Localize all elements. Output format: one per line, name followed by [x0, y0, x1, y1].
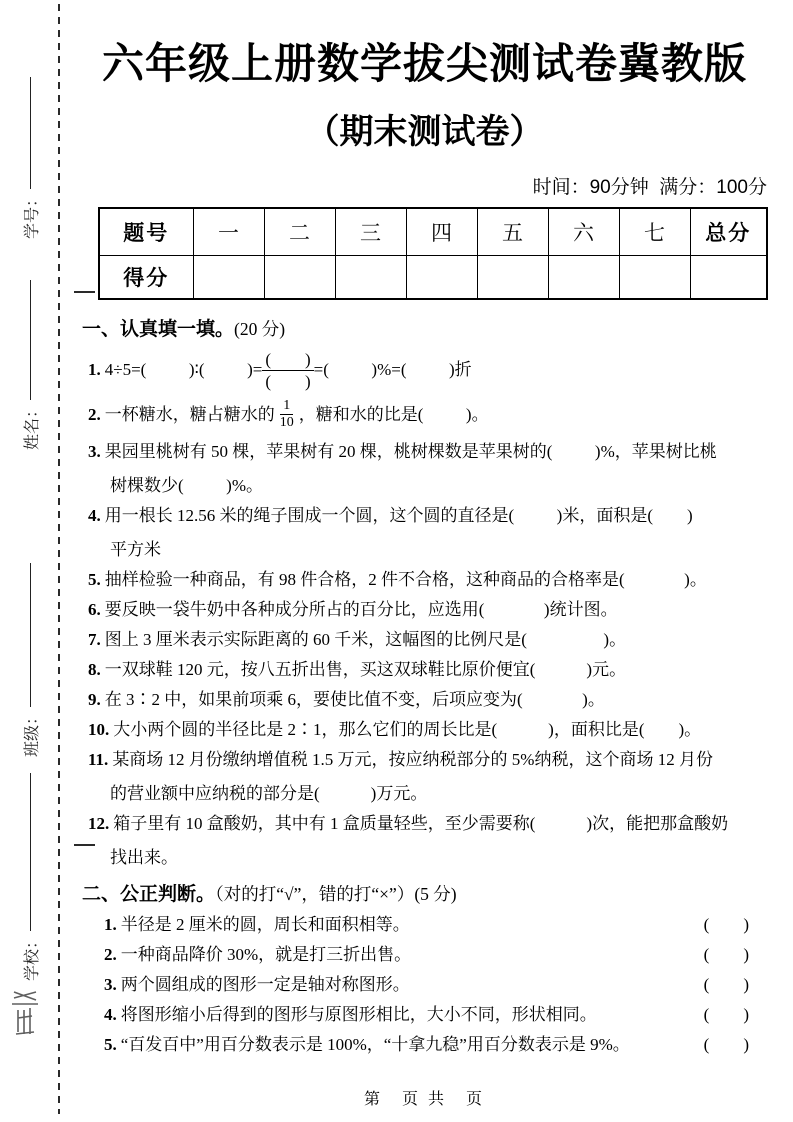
question-text: 一双球鞋 120 元，按八五折出售，买这双球鞋比原价便宜( )元。 [104, 660, 627, 680]
time-score-info: 时间：90分钟 满分：100分 [532, 176, 767, 198]
answer-parentheses: ( ) [703, 975, 749, 995]
judge-question-5 [104, 1030, 767, 1060]
section1-heading [82, 314, 767, 341]
score-table-cell-5: 五 [477, 208, 548, 256]
section1-heading-text: 一、认真填一填。 [82, 318, 235, 340]
question-number: 1. [88, 360, 101, 380]
question-number: 9. [88, 690, 101, 710]
question-text: 平方米 [110, 540, 161, 560]
question-text: =( )%=( )折 [313, 360, 472, 380]
score-table-cell-total: 总分 [690, 208, 767, 256]
spacer [597, 1000, 704, 1030]
page-title: 六年级上册数学拔尖测试卷冀教版 [101, 40, 747, 87]
score-table-cell-tihao: 题号 [99, 208, 193, 256]
score-cell [690, 255, 767, 299]
question-text: 找出来。 [110, 848, 178, 868]
school-blank-line [29, 773, 31, 931]
judge-question-3 [104, 970, 767, 1000]
question-text: 一种商品降价 30%，就是打三折出售。 [120, 945, 412, 965]
question-number: 4. [88, 506, 101, 526]
score-cell [406, 255, 477, 299]
question-number: 12. [88, 814, 110, 834]
score-table-cell-3: 三 [335, 208, 406, 256]
fill-question-6 [88, 595, 767, 625]
question-text: 箱子里有 10 盒酸奶，其中有 1 盒质量轻些，至少需要称( )次，能把那盒酸奶 [113, 814, 729, 834]
student-id-field [17, 76, 43, 240]
question-text: 4÷5=( )∶( )= [104, 360, 263, 380]
score-table-header-row [99, 208, 767, 256]
student-id-label: 学号： [23, 191, 41, 240]
one-tenth-fraction [277, 398, 297, 431]
student-name-label: 姓名： [23, 402, 41, 451]
question-number: 6. [88, 600, 101, 620]
judge-question-2 [104, 940, 767, 970]
section2-points: (5 分) [414, 884, 457, 905]
fill-question-3 [88, 437, 767, 467]
question-text: 要反映一袋牛奶中各种成分所占的百分比，应选用( )统计图。 [104, 600, 618, 620]
question-text: “百发百中”用百分数表示是 100%，“十拿九稳”用百分数表示是 9%。 [120, 1035, 630, 1055]
question-text: 用一根长 12.56 米的绳子围成一个圆，这个圆的直径是( )米，面积是( ) [104, 506, 693, 526]
question-text: 一杯糖水，糖占糖水的 [104, 404, 275, 424]
fill-question-8 [88, 655, 767, 685]
score-table-cell-2: 二 [264, 208, 335, 256]
question-text: ，糖和水的比是( )。 [298, 404, 489, 424]
question-number: 5. [104, 1035, 117, 1055]
question-text: 树棵数少( )%。 [110, 476, 263, 496]
fill-question-2 [88, 398, 767, 431]
student-name-blank-line [29, 280, 31, 400]
score-row-label: 得分 [99, 255, 193, 299]
class-field [17, 562, 43, 758]
fill-question-12-line2 [88, 843, 767, 873]
judge-question-1 [104, 910, 767, 940]
score-cell [548, 255, 619, 299]
spacer [411, 940, 704, 970]
spacer [630, 1030, 704, 1060]
score-table [98, 207, 768, 300]
class-blank-line [29, 563, 31, 707]
question-number: 11. [88, 750, 109, 770]
question-number: 7. [88, 630, 101, 650]
score-table-score-row [99, 255, 767, 299]
section1-points: (20 分) [234, 318, 286, 339]
student-name-field [17, 279, 43, 451]
fraction-numerator: 1 [280, 398, 293, 415]
question-number: 4. [104, 1005, 117, 1025]
score-cell [193, 255, 264, 299]
fill-question-9 [88, 685, 767, 715]
judge-question-4 [104, 1000, 767, 1030]
paper-content [82, 0, 767, 1060]
class-label: 班级： [23, 709, 41, 758]
fill-question-4-line2 [88, 535, 767, 565]
question-number: 2. [88, 404, 101, 424]
answer-parentheses: ( ) [703, 915, 749, 935]
school-field [17, 772, 43, 982]
score-cell [264, 255, 335, 299]
section2-heading-text: 二、公正判断。 [82, 884, 216, 906]
question-text: 将图形缩小后得到的图形与原图形相比，大小不同，形状相同。 [120, 1005, 597, 1025]
page-subtitle: （期末测试卷） [305, 113, 544, 152]
score-cell [477, 255, 548, 299]
school-label: 学校： [23, 933, 41, 982]
question-text: 抽样检验一种商品，有 98 件合格，2 件不合格，这种商品的合格率是( )。 [104, 570, 707, 590]
answer-parentheses: ( ) [703, 1005, 749, 1025]
score-cell [619, 255, 690, 299]
spacer [410, 970, 704, 1000]
fill-question-11-line2 [88, 779, 767, 809]
question-number: 1. [104, 915, 117, 935]
fill-question-4 [88, 501, 767, 531]
score-cell [335, 255, 406, 299]
fill-question-7 [88, 625, 767, 655]
answer-parentheses: ( ) [703, 945, 749, 965]
question-text: 大小两个圆的半径比是 2∶1，那么它们的周长比是( )，面积比是( )。 [113, 720, 702, 740]
score-table-cell-7: 七 [619, 208, 690, 256]
question-number: 10. [88, 720, 110, 740]
blank-fraction [262, 349, 313, 393]
score-table-cell-4: 四 [406, 208, 477, 256]
section2-heading [82, 879, 767, 906]
score-table-cell-6: 六 [548, 208, 619, 256]
question-number: 3. [104, 975, 117, 995]
question-text: 在 3∶2 中，如果前项乘 6，要使比值不变，后项应变为( )。 [104, 690, 605, 710]
question-text: 某商场 12 月份缴纳增值税 1.5 万元，按应纳税部分的 5%纳税，这个商场 12 月份 [112, 750, 713, 770]
question-number: 2. [104, 945, 117, 965]
fill-question-10 [88, 715, 767, 745]
score-table-cell-1: 一 [193, 208, 264, 256]
fraction-numerator: ( ) [262, 349, 313, 371]
fraction-denominator: ( ) [265, 371, 311, 391]
student-id-blank-line [29, 77, 31, 189]
question-number: 3. [88, 442, 101, 462]
question-number: 5. [88, 570, 101, 590]
answer-parentheses: ( ) [703, 1035, 749, 1055]
fill-question-1 [88, 349, 767, 393]
dashed-cut-line [58, 4, 60, 1114]
page-footer: 第 页 共 页 [363, 1091, 485, 1108]
fill-question-3-line2 [88, 471, 767, 501]
question-text: 果园里桃树有 50 棵，苹果树有 20 棵，桃树棵数是苹果树的( )%，苹果树比桃 [104, 442, 717, 462]
question-text: 图上 3 厘米表示实际距离的 60 千米，这幅图的比例尺是( )。 [104, 630, 627, 650]
spacer [410, 910, 704, 940]
corner-print-artifact [10, 988, 44, 1040]
fill-question-11 [88, 745, 767, 775]
fraction-denominator: 10 [279, 415, 294, 431]
section2-note: （对的打“√”，错的打“×”） [215, 884, 415, 905]
question-text: 的营业额中应纳税的部分是( )万元。 [110, 784, 428, 804]
question-number: 8. [88, 660, 101, 680]
fill-question-5 [88, 565, 767, 595]
question-text: 半径是 2 厘米的圆，周长和面积相等。 [120, 915, 410, 935]
fill-question-12 [88, 809, 767, 839]
question-text: 两个圆组成的图形一定是轴对称图形。 [120, 975, 410, 995]
